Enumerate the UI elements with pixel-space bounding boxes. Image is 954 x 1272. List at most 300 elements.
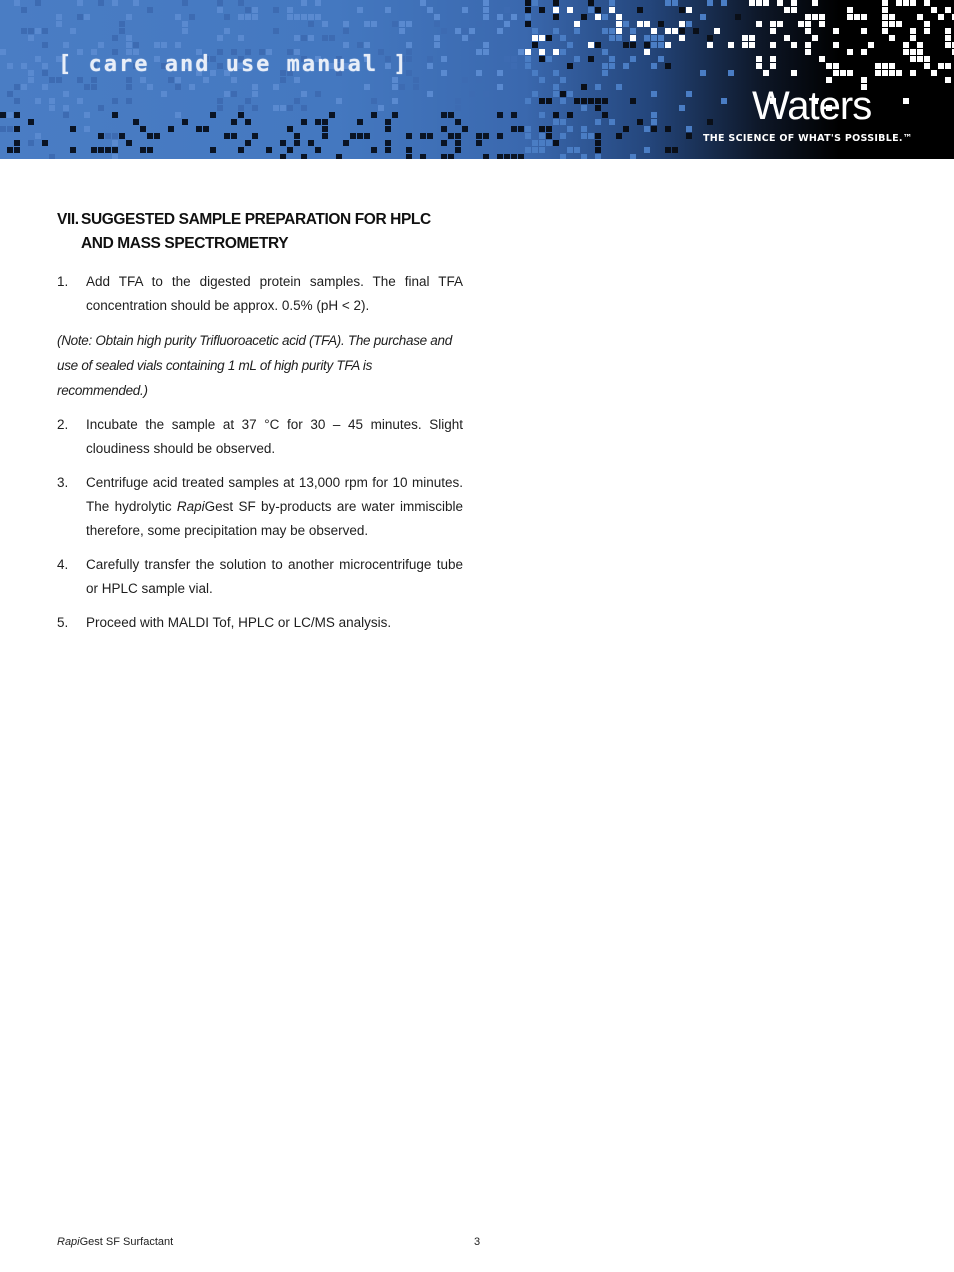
header-pixel (945, 77, 951, 83)
header-pixel (238, 105, 244, 111)
header-pixel (448, 154, 454, 159)
header-pixel (217, 0, 223, 6)
header-pixel (371, 147, 377, 153)
header-pixel (546, 98, 552, 104)
header-pixel (532, 140, 538, 146)
header-pixel (644, 35, 650, 41)
header-pixel (315, 119, 321, 125)
header-pixel (553, 70, 559, 76)
header-pixel (763, 70, 769, 76)
header-pixel (343, 140, 349, 146)
header-pixel (889, 63, 895, 69)
header-pixel (532, 91, 538, 97)
header-pixel (805, 21, 811, 27)
header-pixel (301, 35, 307, 41)
header-pixel (427, 56, 433, 62)
header-pixel (931, 7, 937, 13)
header-pixel (238, 14, 244, 20)
header-pixel (777, 21, 783, 27)
header-pixel (791, 7, 797, 13)
header-pixel (28, 28, 34, 34)
step-text-part: Gest SF by-products are water immiscible therefore, some precipitation may be observed. (86, 499, 463, 538)
header-pixel (455, 119, 461, 125)
note-text: (Note: Obtain high purity Trifluoroacetic acid (TFA). The purchase and use of sealed vials containing 1 mL of high purity TFA is recommended.) (57, 333, 452, 398)
header-pixel (658, 35, 664, 41)
header-pixel (504, 21, 510, 27)
header-pixel (644, 49, 650, 55)
header-pixel (112, 133, 118, 139)
header-pixel (532, 70, 538, 76)
header-pixel (616, 14, 622, 20)
header-pixel (294, 98, 300, 104)
header-pixel (441, 154, 447, 159)
step-number: 1. (57, 274, 69, 289)
header-pixel (406, 42, 412, 48)
section-number: VII. (57, 211, 79, 228)
header-pixel (595, 84, 601, 90)
header-pixel (238, 147, 244, 153)
header-pixel (539, 147, 545, 153)
header-pixel (105, 133, 111, 139)
header-pixel (574, 147, 580, 153)
header-pixel (756, 0, 762, 6)
header-pixel (42, 28, 48, 34)
header-pixel (91, 84, 97, 90)
header-pixel (644, 42, 650, 48)
header-pixel (399, 28, 405, 34)
header-pixel (301, 91, 307, 97)
header-pixel (21, 63, 27, 69)
header-pixel (749, 35, 755, 41)
header-pixel (532, 0, 538, 6)
header-pixel (203, 77, 209, 83)
header-pixel (7, 91, 13, 97)
header-pixel (665, 126, 671, 132)
header-pixel (756, 63, 762, 69)
header-pixel (462, 126, 468, 132)
header-pixel (581, 126, 587, 132)
header-pixel (252, 84, 258, 90)
header-pixel (679, 21, 685, 27)
header-pixel (126, 14, 132, 20)
header-pixel (707, 42, 713, 48)
header-pixel (945, 35, 951, 41)
header-pixel (770, 42, 776, 48)
header-pixel (273, 84, 279, 90)
header-pixel (910, 0, 916, 6)
step-number: 3. (57, 475, 69, 490)
header-pixel (147, 133, 153, 139)
step-text: Incubate the sample at 37 °C for 30 – 45 minutes. Slight cloudiness should be observed. (86, 417, 463, 456)
header-pixel (469, 91, 475, 97)
header-pixel (882, 21, 888, 27)
header-pixel (210, 112, 216, 118)
header-pixel (392, 84, 398, 90)
header-pixel (0, 126, 6, 132)
header-pixel (434, 14, 440, 20)
header-pixel (630, 98, 636, 104)
header-pixel (84, 112, 90, 118)
header-pixel (231, 133, 237, 139)
header-pixel (413, 77, 419, 83)
header-pixel (651, 126, 657, 132)
header-pixel (21, 84, 27, 90)
header-pixel (525, 133, 531, 139)
header-pixel (581, 154, 587, 159)
header-pixel (791, 42, 797, 48)
header-pixel (665, 42, 671, 48)
header-pixel (700, 70, 706, 76)
step-text: Add TFA to the digested protein samples. The final TFA concentration should be approx. 0.5% (pH < 2). (86, 274, 463, 313)
header-pixel (889, 14, 895, 20)
header-pixel (686, 126, 692, 132)
header-pixel (105, 147, 111, 153)
header-pixel (903, 98, 909, 104)
header-pixel (567, 42, 573, 48)
step-number: 5. (57, 615, 69, 630)
header-pixel (924, 63, 930, 69)
header-pixel (14, 112, 20, 118)
header-pixel (455, 105, 461, 111)
header-pixel (924, 0, 930, 6)
header-pixel (581, 14, 587, 20)
header-pixel (448, 112, 454, 118)
header-pixel (420, 154, 426, 159)
header-pixel (847, 7, 853, 13)
header-pixel (651, 112, 657, 118)
header-pixel (301, 105, 307, 111)
header-pixel (525, 147, 531, 153)
header-pixel (322, 21, 328, 27)
header-pixel (399, 84, 405, 90)
header-pixel (476, 49, 482, 55)
header-pixel (497, 28, 503, 34)
header-pixel (651, 63, 657, 69)
header-pixel (532, 35, 538, 41)
header-pixel (161, 42, 167, 48)
header-pixel (35, 98, 41, 104)
header-pixel (182, 0, 188, 6)
header-pixel (350, 133, 356, 139)
header-pixel (497, 154, 503, 159)
header-pixel (91, 147, 97, 153)
header-pixel (371, 98, 377, 104)
header-pixel (574, 98, 580, 104)
header-pixel (385, 7, 391, 13)
header-pixel (84, 126, 90, 132)
header-pixel (483, 49, 489, 55)
header-pixel (252, 105, 258, 111)
header-pixel (483, 0, 489, 6)
header-pixel (168, 126, 174, 132)
header-pixel (315, 0, 321, 6)
header-pixel (644, 21, 650, 27)
header-pixel (63, 112, 69, 118)
header-pixel (224, 91, 230, 97)
header-pixel (294, 133, 300, 139)
header-pixel (336, 154, 342, 159)
header-pixel (910, 49, 916, 55)
header-pixel (749, 0, 755, 6)
header-pixel (567, 112, 573, 118)
header-pixel (609, 0, 615, 6)
header-pixel (833, 42, 839, 48)
header-pixel (945, 63, 951, 69)
header-pixel (252, 14, 258, 20)
header-pixel (882, 63, 888, 69)
header-pixel (133, 119, 139, 125)
header-pixel (315, 91, 321, 97)
header-pixel (819, 21, 825, 27)
header-pixel (357, 119, 363, 125)
header-pixel (623, 126, 629, 132)
header-pixel (126, 98, 132, 104)
header-pixel (476, 133, 482, 139)
header-pixel (35, 28, 41, 34)
header-pixel (672, 147, 678, 153)
header-pixel (560, 154, 566, 159)
header-pixel (287, 147, 293, 153)
header-pixel (609, 35, 615, 41)
header-pixel (525, 0, 531, 6)
manual-title: [ care and use manual ] (58, 52, 409, 77)
product-name-italic: Rapi (176, 499, 205, 514)
header-pixel (581, 105, 587, 111)
header-pixel (231, 77, 237, 83)
header-pixel (637, 7, 643, 13)
header-pixel (476, 140, 482, 146)
header-pixel (560, 91, 566, 97)
header-pixel (462, 7, 468, 13)
header-pixel (14, 0, 20, 6)
header-pixel (364, 42, 370, 48)
header-pixel (756, 56, 762, 62)
header-pixel (28, 70, 34, 76)
step-item (57, 413, 463, 461)
header-pixel (833, 70, 839, 76)
header-pixel (7, 147, 13, 153)
header-pixel (266, 147, 272, 153)
header-pixel (595, 42, 601, 48)
header-pixel (217, 105, 223, 111)
step-number: 2. (57, 417, 69, 432)
header-pixel (476, 77, 482, 83)
header-pixel (364, 133, 370, 139)
header-pixel (637, 119, 643, 125)
header-pixel (525, 7, 531, 13)
header-pixel (112, 112, 118, 118)
header-pixel (700, 14, 706, 20)
header-pixel (623, 63, 629, 69)
header-pixel (931, 70, 937, 76)
header-pixel (63, 91, 69, 97)
header-pixel (455, 133, 461, 139)
header-pixel (833, 63, 839, 69)
header-pixel (175, 14, 181, 20)
header-pixel (14, 84, 20, 90)
header-pixel (560, 119, 566, 125)
header-pixel (70, 126, 76, 132)
header-pixel (945, 7, 951, 13)
header-pixel (392, 98, 398, 104)
step-item (57, 611, 463, 635)
header-pixel (553, 140, 559, 146)
header-pixel (511, 14, 517, 20)
header-pixel (245, 140, 251, 146)
header-pixel (651, 119, 657, 125)
header-pixel (588, 133, 594, 139)
header-pixel (84, 84, 90, 90)
header-pixel (679, 105, 685, 111)
header-pixel (301, 14, 307, 20)
header-pixel (371, 112, 377, 118)
header-pixel (441, 28, 447, 34)
header-pixel (553, 28, 559, 34)
header-pixel (378, 105, 384, 111)
header-pixel (945, 42, 951, 48)
header-pixel (21, 7, 27, 13)
header-pixel (595, 140, 601, 146)
header-pixel (287, 126, 293, 132)
header-pixel (539, 126, 545, 132)
header-pixel (497, 70, 503, 76)
header-pixel (686, 91, 692, 97)
header-pixel (392, 21, 398, 27)
header-pixel (112, 98, 118, 104)
header-pixel (742, 42, 748, 48)
header-pixel (623, 42, 629, 48)
header-pixel (861, 77, 867, 83)
header-pixel (322, 119, 328, 125)
header-pixel (441, 56, 447, 62)
header-pixel (483, 7, 489, 13)
header-pixel (560, 98, 566, 104)
header-pixel (525, 56, 531, 62)
header-pixel (385, 119, 391, 125)
header-pixel (819, 14, 825, 20)
header-pixel (721, 0, 727, 6)
header-pixel (280, 77, 286, 83)
header-pixel (406, 21, 412, 27)
header-pixel (441, 112, 447, 118)
header-pixel (483, 133, 489, 139)
step-item (57, 553, 463, 601)
header-pixel (791, 0, 797, 6)
section-heading (57, 208, 463, 256)
header-pixel (630, 56, 636, 62)
header-pixel (434, 42, 440, 48)
header-pixel (301, 154, 307, 159)
header-pixel (455, 140, 461, 146)
header-pixel (238, 112, 244, 118)
header-pixel (945, 28, 951, 34)
header-pixel (749, 42, 755, 48)
header-pixel (805, 49, 811, 55)
header-pixel (497, 133, 503, 139)
header-pixel (315, 147, 321, 153)
header-pixel (924, 28, 930, 34)
header-pixel (609, 119, 615, 125)
header-pixel (707, 35, 713, 41)
header-pixel (728, 42, 734, 48)
header-pixel (602, 14, 608, 20)
header-pixel (392, 112, 398, 118)
header-pixel (308, 14, 314, 20)
header-pixel (112, 154, 118, 159)
header-pixel (875, 70, 881, 76)
header-pixel (560, 77, 566, 83)
header-pixel (861, 28, 867, 34)
header-pixel (294, 77, 300, 83)
header-pixel (63, 105, 69, 111)
header-pixel (539, 140, 545, 146)
header-pixel (140, 147, 146, 153)
header-pixel (847, 70, 853, 76)
header-pixel (602, 63, 608, 69)
header-pixel (819, 56, 825, 62)
header-pixel (518, 49, 524, 55)
header-pixel (287, 14, 293, 20)
header-pixel (56, 21, 62, 27)
header-pixel (364, 21, 370, 27)
header-pixel (63, 42, 69, 48)
header-pixel (728, 70, 734, 76)
header-pixel (581, 84, 587, 90)
header-pixel (182, 119, 188, 125)
header-pixel (140, 126, 146, 132)
header-pixel (518, 154, 524, 159)
header-pixel (357, 42, 363, 48)
header-pixel (294, 140, 300, 146)
header-pixel (714, 28, 720, 34)
header-pixel (42, 84, 48, 90)
header-pixel (525, 49, 531, 55)
header-pixel (574, 21, 580, 27)
header-pixel (735, 14, 741, 20)
header-pixel (273, 105, 279, 111)
header-pixel (805, 28, 811, 34)
header-pixel (546, 56, 552, 62)
header-pixel (154, 133, 160, 139)
header-pixel (602, 112, 608, 118)
header-pixel (924, 56, 930, 62)
header-pixel (483, 14, 489, 20)
header-pixel (322, 35, 328, 41)
header-pixel (805, 42, 811, 48)
header-pixel (56, 14, 62, 20)
header-pixel (217, 7, 223, 13)
header-pixel (455, 147, 461, 153)
header-pixel (280, 154, 286, 159)
header-pixel (630, 42, 636, 48)
header-pixel (616, 28, 622, 34)
header-pixel (847, 14, 853, 20)
header-pixel (539, 7, 545, 13)
header-pixel (154, 42, 160, 48)
header-pixel (448, 133, 454, 139)
step-number: 4. (57, 557, 69, 572)
header-pixel (679, 28, 685, 34)
header-pixel (392, 77, 398, 83)
header-pixel (14, 147, 20, 153)
header-pixel (336, 98, 342, 104)
header-pixel (567, 7, 573, 13)
header-pixel (938, 14, 944, 20)
header-pixel (574, 56, 580, 62)
header-pixel (14, 98, 20, 104)
header-pixel (434, 21, 440, 27)
header-pixel (581, 133, 587, 139)
